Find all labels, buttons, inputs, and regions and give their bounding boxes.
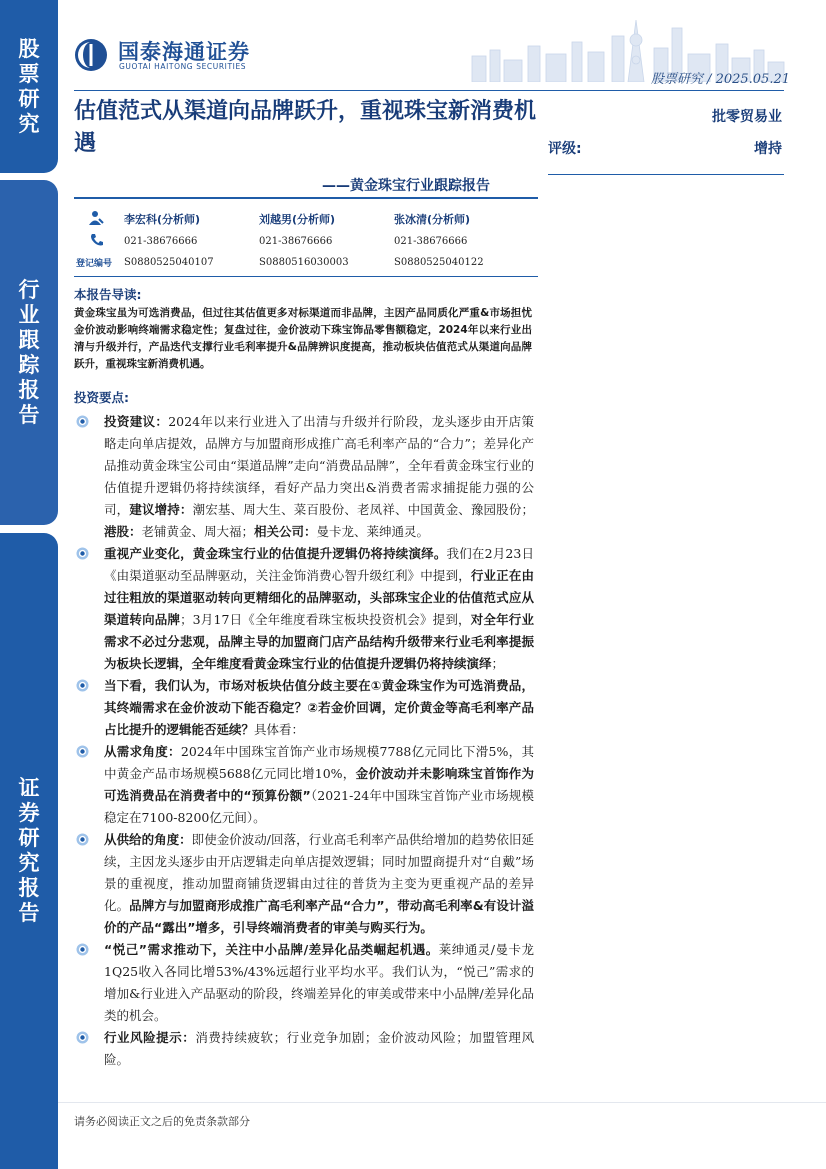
analyst-phone: 021-38676666	[259, 236, 333, 247]
key-point-emphasis: 对全年行业需求不必过分悲观，品牌主导的加盟商门店产品结构升级带来行业毛利率提振为板块长逻辑，全年维度看黄金珠宝行业的估值提升逻辑仍将持续演绎	[104, 612, 534, 671]
analyst-reg-number: S0880525040107	[124, 257, 214, 268]
side-tab-industry-tracking	[0, 180, 58, 525]
analyst-reg-number: S0880525040122	[394, 257, 484, 268]
side-tab-char: 业	[18, 302, 40, 327]
key-point-item	[72, 939, 534, 1027]
key-point-emphasis: 当下看，我们认为，市场对板块估值分歧主要在①黄金珠宝作为可选消费品，其终端需求在金价波动下能否稳定？②若金价回调，定价黄金等高毛利率产品占比提升的逻辑能否延续？	[104, 678, 534, 737]
key-point-text: ；3月17日《全年维度看珠宝板块投资机会》提到，	[180, 612, 471, 627]
guide-heading: 本报告导读:	[74, 287, 142, 302]
key-point-emphasis: 投资建议：	[104, 414, 169, 429]
key-point-text: （2021-24年中国珠宝首饰产业市场规模稳定在7100-8200亿元间）。	[104, 788, 534, 825]
bullet-icon	[76, 415, 89, 428]
key-point-item	[72, 1027, 534, 1071]
report-title: 估值范式从渠道向品牌跃升，重视珠宝新消费机遇	[74, 99, 537, 156]
key-point-text: 具体看：	[254, 722, 305, 737]
footer-rule	[58, 1102, 826, 1103]
key-point-text: 2024年中国珠宝首饰产业市场规模7788亿元同比下滑5%，其中黄金产品市场规模5688亿元同比增10%，	[104, 744, 534, 781]
key-point-emphasis: 行业正在由过往粗放的渠道驱动转向更精细化的品牌驱动，头部珠宝企业的估值范式应从渠道转向品牌	[104, 568, 534, 627]
key-point-emphasis: 从需求角度：	[104, 744, 181, 759]
side-tab-char: 研	[18, 86, 40, 111]
side-tab-char: 行	[18, 277, 40, 302]
side-tab-securities-research	[0, 533, 58, 1169]
side-tab-char: 票	[18, 61, 40, 86]
side-tab-char: 报	[18, 876, 40, 900]
bullet-icon	[76, 833, 89, 846]
key-point-text: 我们在2月23日《由渠道驱动至品牌驱动，关注金饰消费心智升级红利》中提到，	[104, 546, 534, 583]
key-point-emphasis: 金价波动并未影响珠宝首饰作为可选消费品在消费者中的“预算份额”	[104, 766, 534, 803]
analyst-name: 张冰清(分析师)	[394, 213, 471, 226]
analyst-name: 李宏科(分析师)	[124, 213, 201, 226]
key-point-item	[72, 543, 534, 675]
key-point-text: 2024年以来行业进入了出清与升级并行阶段，龙头逐步由开店策略走向单店提效，品牌方与加盟商形成推广高毛利率产品的“合力”；差异化产品推动黄金珠宝公司由“渠道品牌”走向“消费品品牌”，全年看黄金珠宝行业的估值提升逻辑仍将持续演绎，看好产品力突出&消费者需求捕捉能力强的公司，	[104, 414, 534, 517]
guide-text: 黄金珠宝虽为可选消费品，但过往其估值更多对标渠道而非品牌，主因产品同质化严重&市场担忧金价波动影响终端需求稳定性；复盘过往，金价波动下珠宝饰品零售额稳定，2024年以来行业出清与升级并行，产品迭代支撑行业毛利率提升&品牌辨识度提高，推动板块估值范式从渠道向品牌跃升，重视珠宝新消费机遇。	[74, 307, 532, 370]
analyst-icon	[88, 210, 104, 226]
doc-meta	[651, 68, 790, 87]
rating-value: 增持	[754, 141, 782, 157]
analyst-reg-number: S0880516030003	[259, 257, 349, 268]
key-point-emphasis: 港股：	[104, 524, 142, 539]
key-points-heading: 投资要点:	[74, 390, 129, 405]
disclaimer-footer: 请务必阅读正文之后的免责条款部分	[74, 1115, 250, 1128]
key-point-item	[72, 741, 534, 829]
key-point-item	[72, 411, 534, 543]
key-points-list	[72, 411, 534, 1071]
side-tab-char: 股	[18, 36, 40, 61]
side-tab-char: 告	[18, 402, 40, 427]
analyst-name: 刘越男(分析师)	[259, 213, 336, 226]
side-tab-stock-research	[0, 0, 58, 173]
key-point-emphasis: 相关公司：	[254, 524, 317, 539]
key-point-text: 莱绅通灵/曼卡龙1Q25收入各同比增53%/43%远超行业平均水平。我们认为，“悦己”需求的增加&行业进入产品驱动的阶段，终端差异化的审美或带来中小品牌/差异化品类的机会。	[104, 942, 535, 1023]
side-tab-char: 究	[18, 851, 40, 875]
key-point-text: 潮宏基、周大生、菜百股份、老凤祥、中国黄金、豫园股份；	[192, 502, 534, 517]
brand-name: 国泰海通证券	[118, 40, 250, 64]
brand-logo-icon	[74, 38, 108, 72]
key-point-emphasis: 品牌方与加盟商形成推广高毛利率产品“合力”，带动高毛利率&有设计溢价的产品“露出”增多，引导终端消费者的审美与购买行为。	[104, 898, 534, 935]
title-rule	[74, 197, 538, 199]
report-subtitle: ——黄金珠宝行业跟踪报告	[322, 178, 490, 194]
rating-label: 评级:	[548, 141, 582, 157]
doc-category: 股票研究	[650, 72, 703, 87]
key-point-text: 消费持续疲软；行业竞争加剧；金价波动风险；加盟管理风险。	[104, 1030, 534, 1067]
bullet-icon	[76, 679, 89, 692]
doc-meta-separator: /	[707, 72, 712, 87]
bullet-icon	[76, 1031, 89, 1044]
side-tab-char: 研	[18, 826, 40, 850]
phone-icon	[90, 233, 104, 247]
side-tab-char: 跟	[18, 327, 40, 352]
key-point-text: 即使金价波动/回落，行业高毛利率产品供给增加的趋势依旧延续，主因龙头逐步由开店逻辑走向单店提效逻辑；同时加盟商提升对“自戴”场景的重视度，推动加盟商铺货逻辑由过往的普货为主变为更重视产品的差异化。	[104, 832, 534, 913]
brand-name-en: GUOTAI HAITONG SECURITIES	[119, 62, 247, 71]
analyst-phone: 021-38676666	[394, 236, 468, 247]
side-tab-char: 告	[18, 901, 40, 925]
side-tab-char: 究	[18, 111, 40, 136]
key-point-item	[72, 675, 534, 741]
side-tab-char: 报	[18, 377, 40, 402]
side-tab-char: 证	[18, 776, 40, 800]
bullet-icon	[76, 745, 89, 758]
registration-label: 登记编号	[76, 259, 113, 269]
key-point-emphasis: 行业风险提示：	[104, 1030, 196, 1045]
key-point-emphasis: 建议增持：	[129, 502, 193, 517]
key-point-text: 曼卡龙、莱绅通灵。	[316, 524, 430, 539]
key-point-emphasis: 从供给的角度：	[104, 832, 192, 847]
key-point-text: 老铺黄金、周大福；	[141, 524, 255, 539]
bullet-icon	[76, 943, 89, 956]
side-tab-char: 踪	[18, 352, 40, 377]
bullet-icon	[76, 547, 89, 560]
side-tab-char: 券	[18, 801, 40, 825]
doc-date: 2025.05.21	[715, 72, 790, 87]
key-point-emphasis: 重视产业变化，黄金珠宝行业的估值提升逻辑仍将持续演绎。	[104, 546, 447, 561]
header-rule	[74, 90, 784, 91]
industry-label: 批零贸易业	[712, 109, 782, 125]
rating-rule	[548, 174, 784, 175]
key-point-text: ；	[491, 656, 505, 671]
key-point-emphasis: “悦己”需求推动下，关注中小品牌/差异化品类崛起机遇。	[104, 942, 439, 957]
analyst-rule	[74, 276, 538, 277]
analyst-phone: 021-38676666	[124, 236, 198, 247]
key-point-item	[72, 829, 534, 939]
